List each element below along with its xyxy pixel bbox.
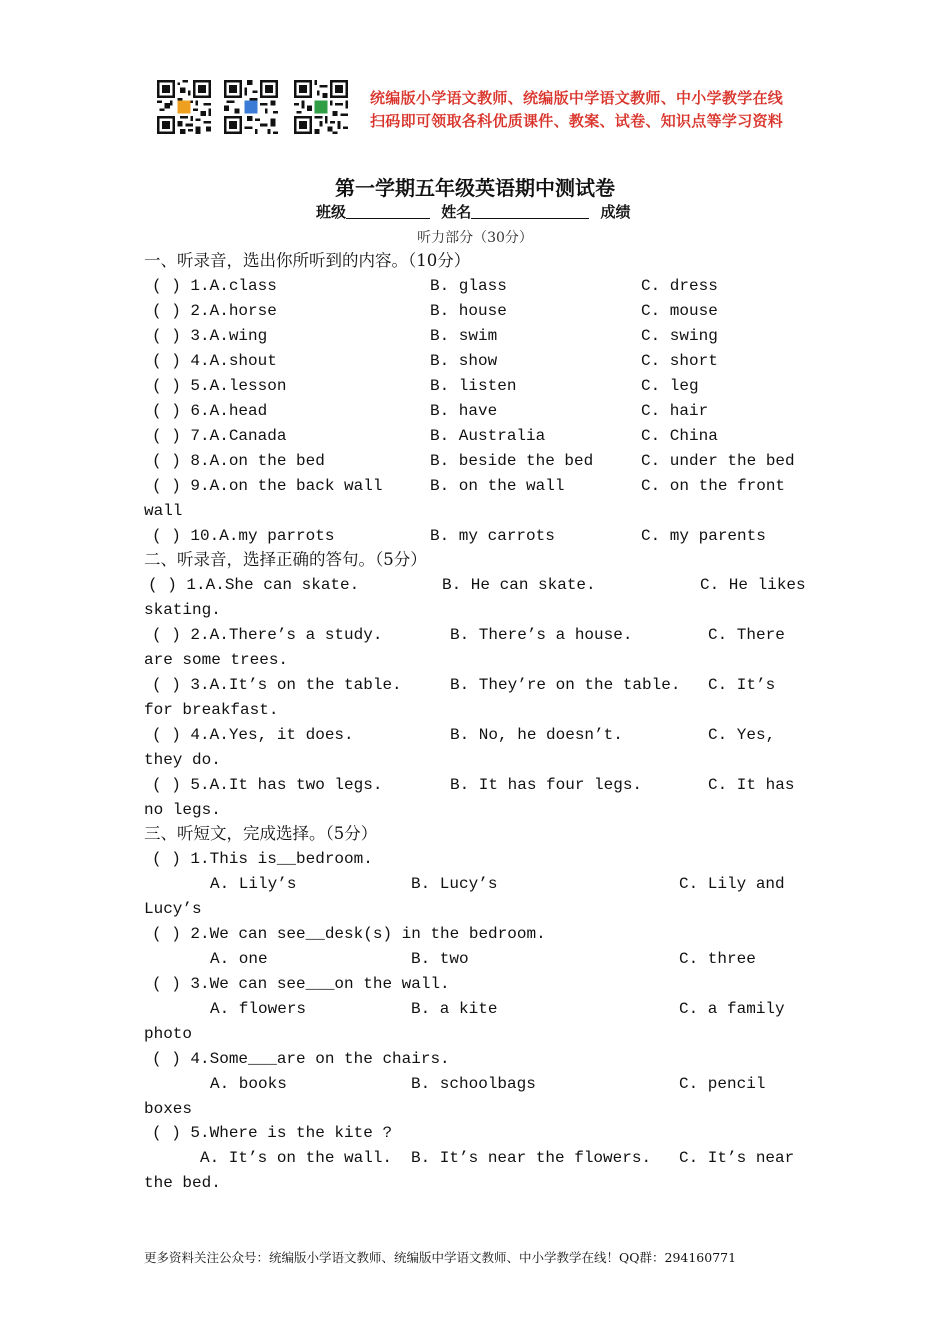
s3-q2-b: B. two [411,950,469,968]
s2-q5-b: B. It has four legs. [450,776,643,794]
s1-q9-c: C. on the front [641,477,786,495]
s2-q2: ( ) 2.A.There’s a study. [152,626,383,644]
s1-q5-b: B. listen [430,377,517,395]
s2-q3-c: C. It’s [708,676,776,694]
s1-q8: ( ) 8.A.on the bed [152,452,325,470]
class-label: 班级 [316,203,347,221]
s3-q1-b: B. Lucy’s [411,875,498,893]
qr-code-1 [157,80,211,134]
s1-q5-c: C. leg [641,377,699,395]
s3-q1: ( ) 1.This is__bedroom. [152,850,373,868]
s1-q4: ( ) 4.A.shout [152,352,277,370]
s1-q9-b: B. on the wall [430,477,565,495]
s1-q7-c: C. China [641,427,718,445]
s1-q10-b: B. my carrots [430,527,555,545]
section3-heading: 三、听短文，完成选择。（5分） [144,824,378,843]
s2-q4-b: B. No, he doesn’t. [450,726,623,744]
s3-q2: ( ) 2.We can see__desk(s) in the bedroom. [152,925,546,943]
s1-q8-b: B. beside the bed [430,452,594,470]
s1-q2-b: B. house [430,302,507,320]
s1-q2-c: C. mouse [641,302,718,320]
s1-q6-b: B. have [430,402,498,420]
s1-q2: ( ) 2.A.horse [152,302,277,320]
s3-q3-a: A. flowers [210,1000,307,1018]
banner-line-2: 扫码即可领取各科优质课件、教案、试卷、知识点等学习资料 [370,112,784,130]
s2-q5: ( ) 5.A.It has two legs. [152,776,383,794]
s3-q3-c: C. a family [679,1000,785,1018]
s2-q1-b: B. He can skate. [442,576,596,594]
s3-q3-b: B. a kite [411,1000,498,1018]
s2-item-2-wrap: are some trees. [144,651,289,669]
s2-q5-c: C. It has [708,776,795,794]
score-label: 成绩 [600,203,631,221]
s1-q3-c: C. swing [641,327,718,345]
s2-item-3-wrap: for breakfast. [144,701,279,719]
name-blank [471,203,589,219]
footer-note: 更多资料关注公众号：统编版小学语文教师、统编版中学语文教师、中小学教学在线！QQ群：294160771 [144,1250,737,1265]
banner-line-1: 统编版小学语文教师、统编版中学语文教师、中小学教学在线 [370,89,784,107]
s2-item-4-wrap: they do. [144,751,221,769]
s2-q3: ( ) 3.A.It’s on the table. [152,676,402,694]
s1-q6: ( ) 6.A.head [152,402,268,420]
s3-q4-c: C. pencil [679,1075,766,1093]
s1-q9: ( ) 9.A.on the back wall [152,477,383,495]
section1-heading: 一、听录音，选出你所听到的内容。（10分） [144,251,471,270]
s1-q8-c: C. under the bed [641,452,795,470]
s1-q4-b: B. show [430,352,498,370]
s2-item-1-wrap: skating. [144,601,221,619]
s1-q7-b: B. Australia [430,427,546,445]
class-blank [346,203,430,219]
s3-item-4-wrap: boxes [144,1100,193,1118]
name-label: 姓名 [441,203,472,221]
qr-code-3 [294,80,348,134]
s2-q2-b: B. There’s a house. [450,626,633,644]
s2-q1: ( ) 1.A.She can skate. [148,576,360,594]
s3-q5-c: C. It’s near [679,1149,795,1167]
s3-q5-b: B. It’s near the flowers. [411,1149,652,1167]
s3-q5-a: A. It’s on the wall. [200,1149,393,1167]
s1-q1-b: B. glass [430,277,507,295]
s1-q1-c: C. dress [641,277,718,295]
s3-q4-a: A. books [210,1075,287,1093]
s1-q3: ( ) 3.A.wing [152,327,268,345]
s3-q1-c: C. Lily and [679,875,785,893]
s1-q3-b: B. swim [430,327,498,345]
s3-q1-a: A. Lily’s [210,875,297,893]
s3-item-5-wrap: the bed. [144,1174,221,1192]
s1-q6-c: C. hair [641,402,709,420]
s1-q5: ( ) 5.A.lesson [152,377,287,395]
s1-q10: ( ) 10.A.my parrots [152,527,335,545]
s2-q1-c: C. He likes [700,576,806,594]
s3-q2-c: C. three [679,950,756,968]
s3-q4-b: B. schoolbags [411,1075,536,1093]
s1-q1: ( ) 1.A.class [152,277,277,295]
s3-q2-a: A. one [210,950,268,968]
s1-q4-c: C. short [641,352,718,370]
s3-item-3-wrap: photo [144,1025,193,1043]
s2-q4-c: C. Yes, [708,726,776,744]
s1-q7: ( ) 7.A.Canada [152,427,287,445]
page-title: 第一学期五年级英语期中测试卷 [335,176,615,200]
section2-heading: 二、听录音，选择正确的答句。（5分） [144,550,427,569]
s3-q3: ( ) 3.We can see___on the wall. [152,975,450,993]
s2-q3-b: B. They’re on the table. [450,676,681,694]
qr-code-2 [224,80,278,134]
s3-q5: ( ) 5.Where is the kite ? [152,1124,393,1142]
s3-item-1-wrap: Lucy’s [144,900,202,918]
s1-item-9-wrap: wall [144,502,183,520]
student-info-line [316,201,631,222]
s2-q2-c: C. There [708,626,785,644]
s2-item-5-wrap: no legs. [144,801,221,819]
s1-q10-c: C. my parents [641,527,766,545]
listening-header: 听力部分（30分） [417,230,533,246]
s2-q4: ( ) 4.A.Yes, it does. [152,726,354,744]
s3-q4: ( ) 4.Some___are on the chairs. [152,1050,450,1068]
